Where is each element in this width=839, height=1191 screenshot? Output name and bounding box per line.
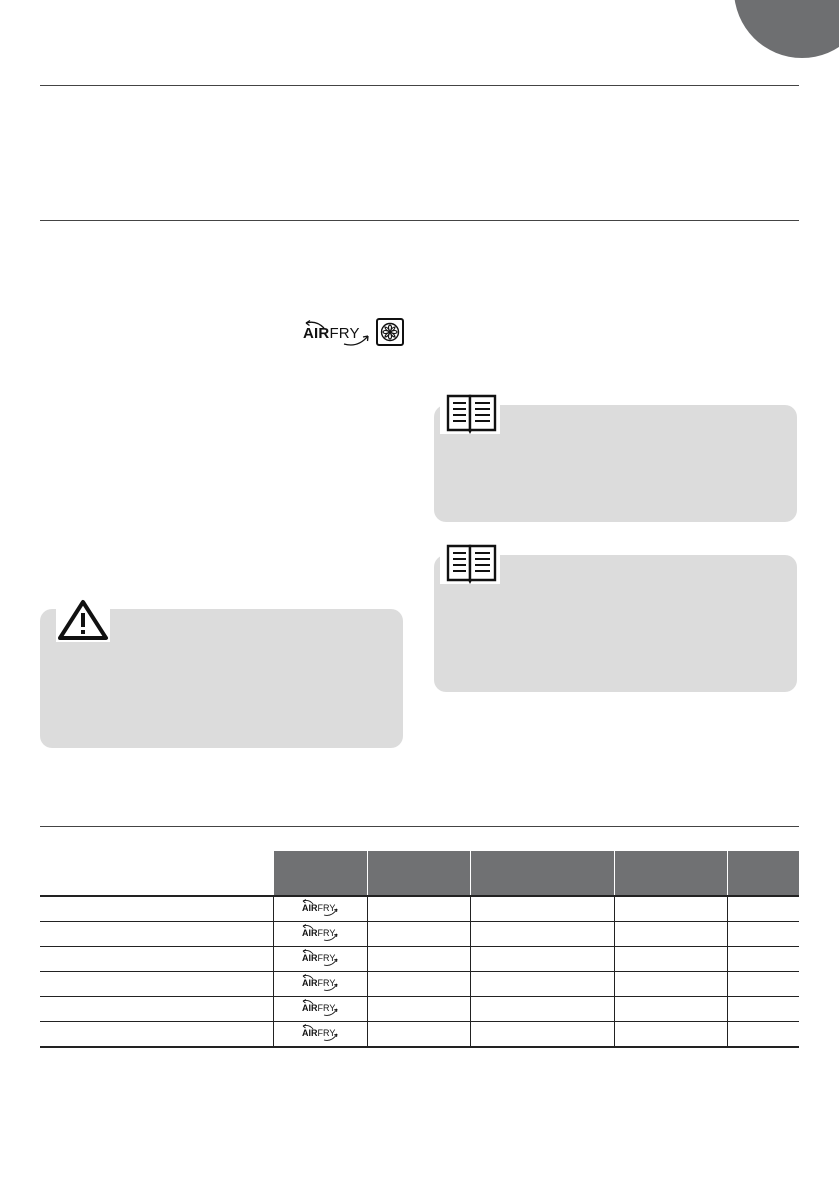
table-cell (470, 972, 614, 997)
open-book-icon (440, 390, 500, 434)
table-cell (367, 922, 470, 947)
table-cell (470, 997, 614, 1022)
table-row (40, 896, 799, 922)
table-cell (40, 972, 273, 997)
section-divider (40, 220, 799, 221)
airfry-icon (302, 318, 372, 346)
table-header-cell (727, 851, 799, 896)
table-header-cell (367, 851, 470, 896)
table-row (40, 972, 799, 997)
table-cell-mode (273, 896, 367, 922)
table-header-cell (614, 851, 727, 896)
table-cell (40, 997, 273, 1022)
table-cell (614, 922, 727, 947)
airfry-air-text: AIR (302, 952, 318, 963)
airfry-icon (301, 1023, 339, 1041)
table-cell (614, 896, 727, 922)
table-cell (614, 947, 727, 972)
table-cell (614, 1022, 727, 1048)
table-cell (727, 972, 799, 997)
table-cell (727, 896, 799, 922)
section-divider (40, 826, 799, 827)
table-cell (470, 1022, 614, 1048)
table-cell (40, 947, 273, 972)
table-row (40, 922, 799, 947)
airfry-icon (301, 948, 339, 966)
airfry-fry-text: FRY (317, 952, 336, 963)
table-cell (727, 922, 799, 947)
table-cell (470, 896, 614, 922)
warning-triangle-icon (56, 598, 110, 642)
table-row (40, 947, 799, 972)
table-cell (367, 896, 470, 922)
airfry-fry-text: FRY (317, 927, 336, 938)
table-cell-mode (273, 922, 367, 947)
table-cell (367, 947, 470, 972)
convection-fan-icon (376, 318, 404, 346)
table-row (40, 1022, 799, 1048)
table-cell (470, 947, 614, 972)
table-cell (367, 972, 470, 997)
table-cell (367, 997, 470, 1022)
table-cell (727, 947, 799, 972)
airfry-air-text: AIR (303, 325, 330, 342)
table-cell (40, 896, 273, 922)
airfry-fry-text: FRY (329, 325, 360, 342)
table-cell (614, 997, 727, 1022)
table-row (40, 997, 799, 1022)
airfry-fry-text: FRY (317, 1027, 336, 1038)
table-header-cell (40, 851, 273, 896)
airfry-air-text: AIR (302, 1027, 318, 1038)
table-cell (727, 997, 799, 1022)
airfry-air-text: AIR (302, 902, 318, 913)
airfry-fry-text: FRY (317, 1002, 336, 1013)
table-cell (40, 922, 273, 947)
table-cell (614, 972, 727, 997)
airfry-icon (301, 973, 339, 991)
airfry-icon (301, 923, 339, 941)
table-header-cell (273, 851, 367, 896)
airfry-air-text: AIR (302, 927, 318, 938)
table-cell-mode (273, 947, 367, 972)
airfry-air-text: AIR (302, 977, 318, 988)
section-divider (40, 85, 799, 86)
table-cell (727, 1022, 799, 1048)
table-cell-mode (273, 972, 367, 997)
table-cell (40, 1022, 273, 1048)
airfry-fry-text: FRY (317, 977, 336, 988)
table-cell (367, 1022, 470, 1048)
table-cell-mode (273, 1022, 367, 1048)
table-cell (470, 922, 614, 947)
airfry-icon (301, 898, 339, 916)
cooking-table (40, 851, 799, 1048)
open-book-icon (440, 540, 500, 584)
table-header-cell (470, 851, 614, 896)
airfry-air-text: AIR (302, 1002, 318, 1013)
airfry-icon (301, 998, 339, 1016)
page-corner-tab (734, 0, 839, 58)
table-cell-mode (273, 997, 367, 1022)
table-header-row (40, 851, 799, 896)
airfry-fry-text: FRY (317, 902, 336, 913)
